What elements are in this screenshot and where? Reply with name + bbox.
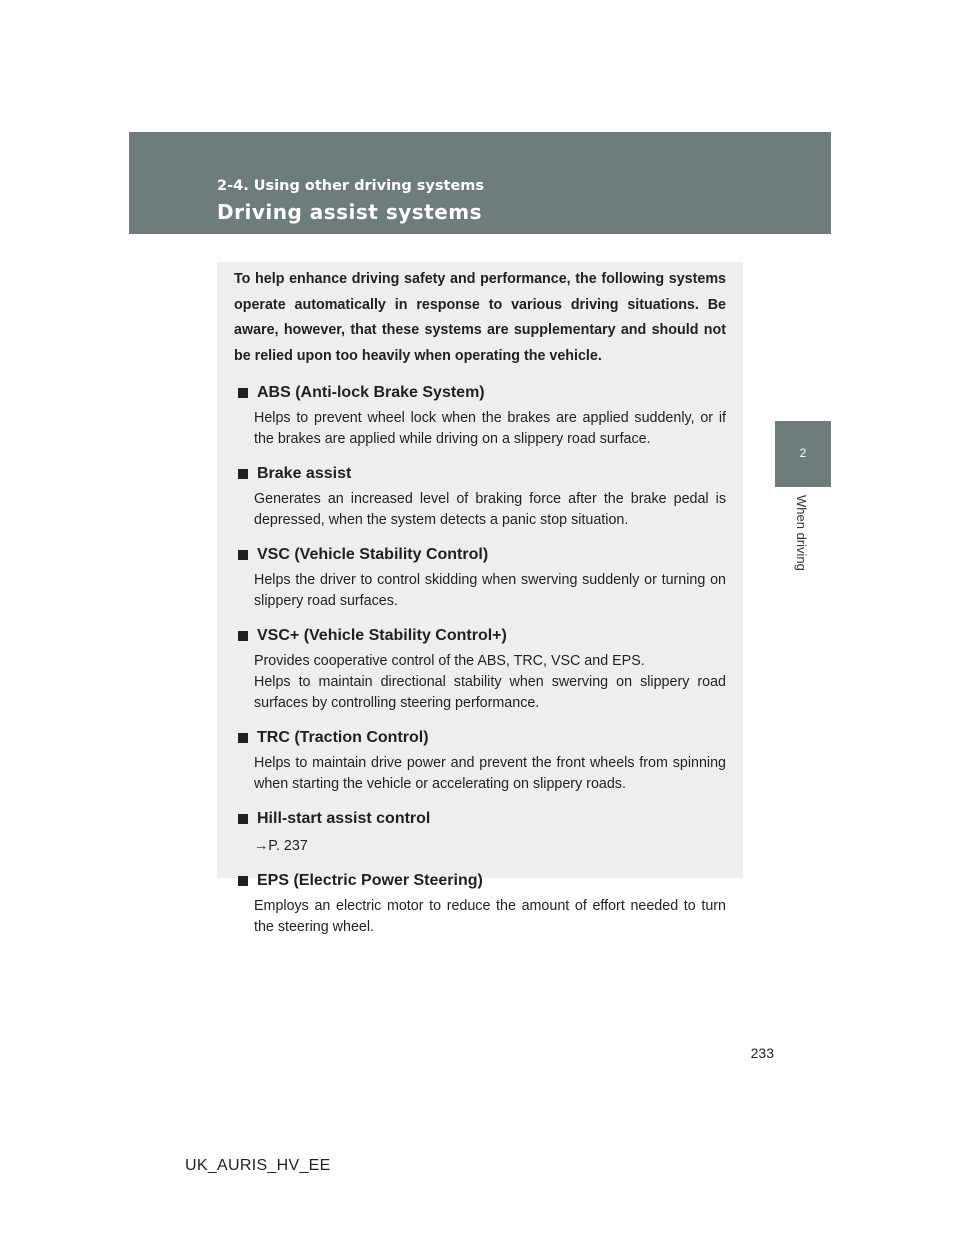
page-reference-link[interactable]: →P. 237 xyxy=(254,838,308,854)
item-description-line: Provides cooperative control of the ABS, TRC, VSC and EPS. xyxy=(254,653,645,669)
square-bullet-icon xyxy=(238,469,248,479)
item-description: Helps to prevent wheel lock when the brakes are applied suddenly, or if the brakes are applied while driving on a slippery road surface. xyxy=(254,410,726,447)
page-number: 233 xyxy=(750,1045,774,1061)
section-label: 2-4. Using other driving systems xyxy=(217,178,485,194)
list-item-hill-start xyxy=(234,807,726,857)
square-bullet-icon xyxy=(238,550,248,560)
square-bullet-icon xyxy=(238,631,248,641)
item-title: VSC+ (Vehicle Stability Control+) xyxy=(257,627,507,644)
item-description: Helps to maintain drive power and prevent the front wheels from spinning when starting the vehicle or accelerating on slippery roads. xyxy=(254,755,726,792)
item-title: Brake assist xyxy=(257,465,352,482)
item-description: Helps the driver to control skidding when swerving suddenly or turning on slippery road surfaces. xyxy=(254,572,726,609)
page-title: Driving assist systems xyxy=(217,200,483,224)
list-item-brake-assist xyxy=(234,462,726,531)
item-title: Hill-start assist control xyxy=(257,810,431,827)
square-bullet-icon xyxy=(238,876,248,886)
list-item-vsc-plus xyxy=(234,624,726,714)
item-title: TRC (Traction Control) xyxy=(257,729,429,746)
list-item-vsc xyxy=(234,543,726,612)
item-title: VSC (Vehicle Stability Control) xyxy=(257,546,489,563)
content-box xyxy=(217,262,743,935)
document-code: UK_AURIS_HV_EE xyxy=(185,1157,331,1174)
intro-text: To help enhance driving safety and performance, the following systems operate automatically in response to various driving situations. Be aware, however, that these systems are supplementary and should not be relied upon too heavily when operating the vehicle. xyxy=(234,271,726,364)
chapter-tab xyxy=(775,421,831,487)
item-description: Generates an increased level of braking force after the brake pedal is depressed, when the system detects a panic stop situation. xyxy=(254,491,726,528)
square-bullet-icon xyxy=(238,733,248,743)
item-title: EPS (Electric Power Steering) xyxy=(257,872,483,889)
list-item-abs xyxy=(234,381,726,450)
item-description: Employs an electric motor to reduce the amount of effort needed to turn the steering wheel. xyxy=(254,898,726,935)
list-item-trc xyxy=(234,726,726,795)
list-item-eps xyxy=(234,869,726,938)
square-bullet-icon xyxy=(238,388,248,398)
item-title: ABS (Anti-lock Brake System) xyxy=(257,384,485,401)
item-description: Helps to maintain directional stability when swerving on slippery road surfaces by controlling steering performance. xyxy=(254,674,726,711)
chapter-label: When driving xyxy=(794,495,809,571)
chapter-number: 2 xyxy=(799,446,807,460)
square-bullet-icon xyxy=(238,814,248,824)
